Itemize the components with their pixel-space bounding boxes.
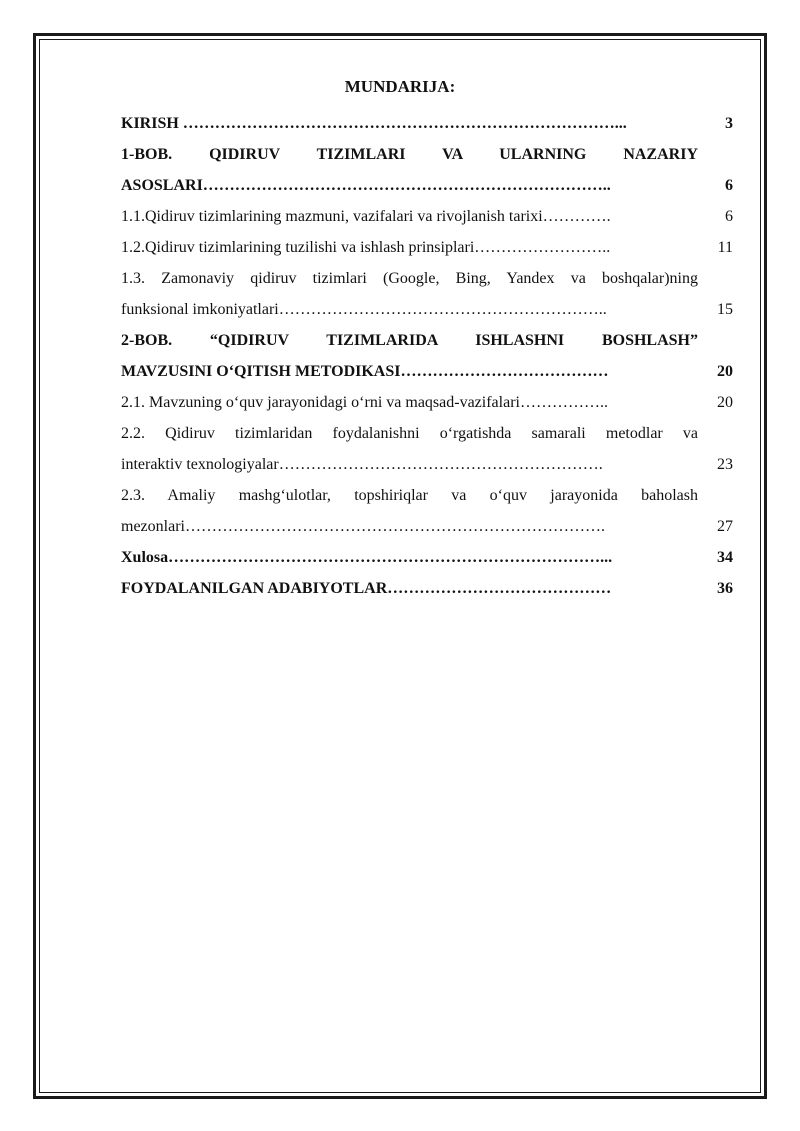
toc-page-number: 3: [725, 115, 733, 132]
toc-entry-text: [121, 232, 698, 263]
toc-entry-text: [121, 573, 698, 604]
toc-page-number: 11: [717, 239, 733, 256]
toc-entry-text: [121, 201, 698, 232]
toc-entry-text: [121, 387, 698, 418]
toc-entry: [121, 232, 733, 263]
toc-entry-text: [121, 325, 698, 387]
toc-entry: [121, 325, 733, 387]
toc-page-number: 23: [717, 456, 733, 473]
toc-entry-line: 1-BOB. QIDIRUV TIZIMLARI VA ULARNING NAZARIY: [121, 146, 698, 163]
toc-entry-line: 1.1.Qidiruv tizimlarining mazmuni, vazifalari va rivojlanish tarixi………….: [121, 208, 611, 225]
toc-page-number: 20: [717, 363, 733, 380]
toc-entry: [121, 139, 733, 201]
toc-entry: [121, 418, 733, 480]
toc-entry-line: funksional imkoniyatlari……………………………………………………..: [121, 301, 607, 318]
toc-entry-line: MAVZUSINI O‘QITISH METODIKASI…………………………………: [121, 363, 609, 380]
toc-entry-line: FOYDALANILGAN ADABIYOTLAR……………………………………: [121, 580, 612, 597]
toc-entry: [121, 108, 733, 139]
toc-entry-text: [121, 542, 698, 573]
toc-entry-line: 2.1. Mavzuning o‘quv jarayonidagi o‘rni va maqsad-vazifalari……………..: [121, 394, 608, 411]
toc-entry-line: 1.2.Qidiruv tizimlarining tuzilishi va ishlash prinsiplari……………………..: [121, 239, 611, 256]
toc-entry: [121, 263, 733, 325]
toc-entry-line: KIRISH ………………………………………………………………………...: [121, 115, 627, 132]
toc-page-number: 15: [717, 301, 733, 318]
toc-page-number: 6: [725, 208, 733, 225]
toc-entry-line: 2-BOB. “QIDIRUV TIZIMLARIDA ISHLASHNI BOSHLASH”: [121, 332, 698, 349]
toc-entry-text: [121, 139, 698, 201]
toc-entry: [121, 480, 733, 542]
toc-entry-line: mezonlari…………………………………………………………………….: [121, 518, 605, 535]
document-title: MUNDARIJA:: [344, 77, 456, 96]
toc-page-number: 34: [717, 549, 733, 566]
toc-page-number: 6: [725, 177, 733, 194]
toc-entry-text: [121, 108, 698, 139]
toc-entry-text: [121, 418, 698, 480]
toc-page-number: 27: [717, 518, 733, 535]
toc-entry: [121, 542, 733, 573]
toc-entry: [121, 573, 733, 604]
toc-page-number: 20: [717, 394, 733, 411]
toc-entry-text: [121, 263, 698, 325]
toc-entry-line: ASOSLARI…………………………………………………………………..: [121, 177, 611, 194]
table-of-contents: [121, 108, 733, 604]
toc-entry: [121, 201, 733, 232]
toc-entry-line: 2.3. Amaliy mashg‘ulotlar, topshiriqlar va o‘quv jarayonida baholash: [121, 487, 698, 504]
toc-page-number: 36: [717, 580, 733, 597]
toc-entry-line: Xulosa………………………………………………………………………...: [121, 549, 613, 566]
toc-entry-line: 2.2. Qidiruv tizimlaridan foydalanishni o‘rgatishda samarali metodlar va: [121, 425, 698, 442]
toc-entry-line: interaktiv texnologiyalar…………………………………………………….: [121, 456, 603, 473]
toc-entry: [121, 387, 733, 418]
toc-entry-text: [121, 480, 698, 542]
toc-entry-line: 1.3. Zamonaviy qidiruv tizimlari (Google, Bing, Yandex va boshqalar)ning: [121, 270, 698, 287]
